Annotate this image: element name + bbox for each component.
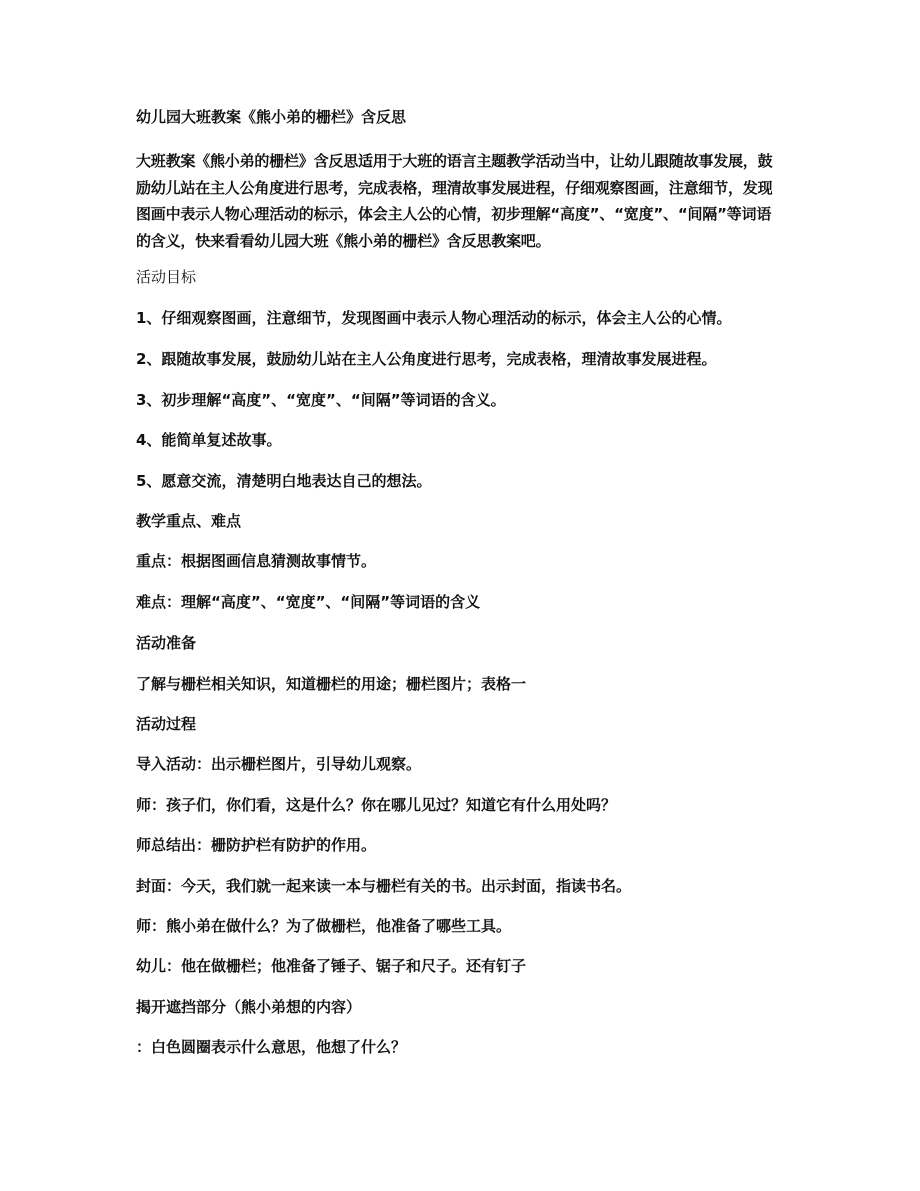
objective-item-2: 2、跟随故事发展，鼓励幼儿站在主人公角度进行思考，完成表格，理清故事发展进程。 <box>136 350 717 368</box>
process-line-8: ：白色圆圈表示什么意思，他想了什么？ <box>136 1038 407 1056</box>
objective-item-5: 5、愿意交流，清楚明白地表达自己的想法。 <box>136 472 432 490</box>
difficult-point: 难点：理解“高度”、“宽度”、“间隔”等词语的含义 <box>136 593 481 611</box>
objective-item-4: 4、能简单复述故事。 <box>136 431 282 449</box>
process-line-3: 师总结出：栅防护栏有防护的作用。 <box>136 836 377 854</box>
objective-item-3: 3、初步理解“高度”、“宽度”、“间隔”等词语的含义。 <box>136 391 506 409</box>
intro-paragraph: 大班教案《熊小弟的栅栏》含反思适用于大班的语言主题教学活动当中，让幼儿跟随故事发展，鼓励幼儿站在主人公角度进行思考，完成表格，理清故事发展进程，仔细观察图画，注意细节，发现图画中表示人物心理活动的标示，体会主人公的心情，初步理解“高度”、“宽度”、“间隔”等词语的含义，快来看看幼儿园大班《熊小弟的栅栏》含反思教案吧。 <box>136 152 773 250</box>
process-line-2: 师：孩子们，你们看，这是什么？你在哪儿见过？知道它有什么用处吗？ <box>136 796 617 814</box>
process-line-1: 导入活动：出示栅栏图片，引导幼儿观察。 <box>136 755 422 773</box>
process-line-6: 幼儿：他在做栅栏；他准备了锤子、锯子和尺子。还有钉子 <box>136 957 527 975</box>
process-line-7: 揭开遮挡部分（熊小弟想的内容） <box>136 998 362 1016</box>
process-line-4: 封面：今天，我们就一起来读一本与栅栏有关的书。出示封面，指读书名。 <box>136 877 632 895</box>
section-heading-preparation: 活动准备 <box>136 634 197 652</box>
objective-item-1: 1、仔细观察图画，注意细节，发现图画中表示人物心理活动的标示，体会主人公的心情。 <box>136 309 732 327</box>
section-heading-key-points: 教学重点、难点 <box>136 512 242 530</box>
process-line-5: 师：熊小弟在做什么？为了做栅栏，他准备了哪些工具。 <box>136 917 512 935</box>
preparation-text: 了解与栅栏相关知识，知道栅栏的用途；栅栏图片；表格一 <box>136 675 527 693</box>
section-heading-process: 活动过程 <box>136 715 197 733</box>
key-point: 重点：根据图画信息猜测故事情节。 <box>136 552 377 570</box>
document-title: 幼儿园大班教案《熊小弟的栅栏》含反思 <box>136 108 407 126</box>
section-heading-objectives: 活动目标 <box>136 268 197 286</box>
